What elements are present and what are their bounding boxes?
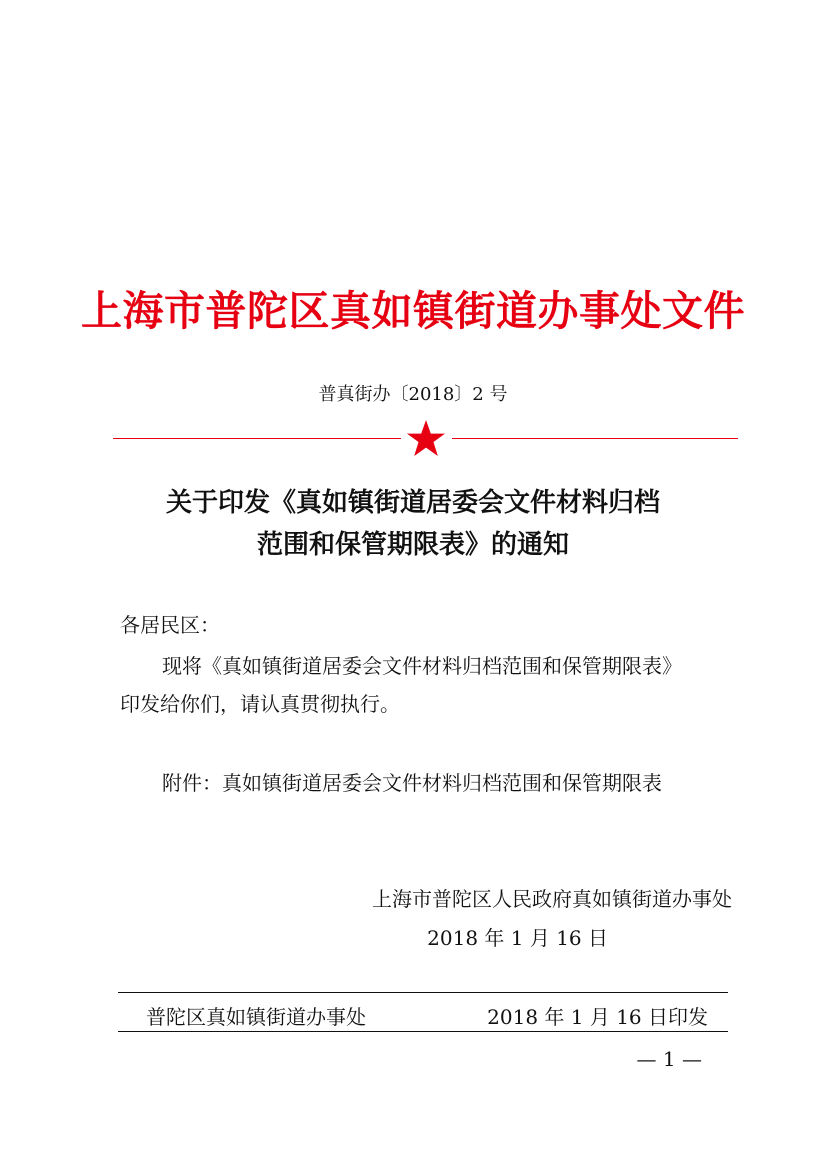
document-number: 普真街办〔2018〕2 号 [318,384,508,405]
document-title [0,482,826,566]
red-rule-right [452,438,738,439]
signature-issuer: 上海市普陀区人民政府真如镇街道办事处 [372,887,732,911]
red-rule-left [113,438,401,439]
body-paragraph-line2: 印发给你们，请认真贯彻执行。 [120,692,400,716]
document-title-line2: 范围和保管期限表》的通知 [256,530,569,560]
footer-print-date: 2018 年 1 月 16 日印发 [487,1005,708,1029]
footer-rule-top [118,992,728,993]
document-title-line1: 关于印发《真如镇街道居委会文件材料归档 [165,488,660,518]
attachment-note: 附件：真如镇街道居委会文件材料归档范围和保管期限表 [162,771,662,795]
issuing-authority-header: 上海市普陀区真如镇街道办事处文件 [81,287,745,335]
salutation: 各居民区： [120,613,220,637]
body-paragraph-line1: 现将《真如镇街道居委会文件材料归档范围和保管期限表》 [162,654,682,678]
footer-issuer: 普陀区真如镇街道办事处 [146,1005,366,1029]
page-number: — 1 — [636,1047,702,1071]
footer-rule-bottom [118,1031,728,1032]
signature-date: 2018 年 1 月 16 日 [427,926,608,950]
red-star-icon [404,417,448,461]
